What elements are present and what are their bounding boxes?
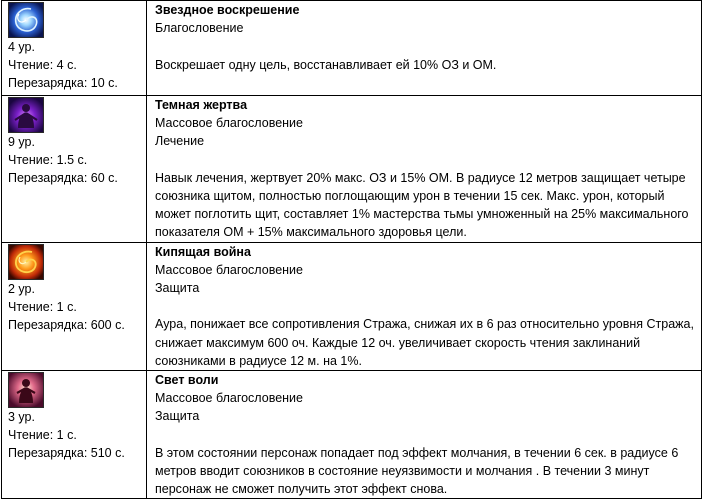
skill-type: Благословение	[155, 21, 244, 36]
skill-category: Защита	[155, 281, 200, 296]
skill-cast-time: Чтение: 1 с.	[8, 428, 77, 443]
skill-info-cell	[147, 242, 702, 370]
skill-cast-time: Чтение: 1 с.	[8, 299, 77, 314]
skill-cooldown: Перезарядка: 60 с.	[8, 171, 118, 186]
skill-level: 2 ур.	[8, 281, 35, 296]
skill-description: Навык лечения, жертвует 20% макс. ОЗ и 15% ОМ. В радиусе 12 метров защищает четыре союзника щитом, полностью поглощающим урон в течении 15 сек. Макс. урон, который может поглотить щит, составляет 1% мастерства тьмы умноженный на 25% максимального показателя ОМ + 15% максимального здоровья цели.	[155, 170, 689, 240]
skill-stats-cell	[2, 96, 147, 243]
skill-info-cell	[147, 1, 702, 96]
skill-description: Аура, понижает все сопротивления Стража, снижая их в 6 раз относительно уровня Стража, снижает максимум 600 оч. Каждые 12 оч. увеличивает скорость чтения заклинаний союзниками в радиусе 12 м. на 1%.	[155, 317, 694, 368]
skill-type: Массовое благословение	[155, 116, 303, 131]
skill-category: Лечение	[155, 134, 205, 149]
skill-level: 3 ур.	[8, 410, 35, 425]
skill-stats-cell	[2, 371, 147, 499]
skill-stats-cell	[2, 1, 147, 96]
skill-name: Свет воли	[155, 373, 219, 388]
skill-cast-time: Чтение: 1.5 с.	[8, 153, 88, 168]
skill-description: В этом состоянии персонаж попадает под эффект молчания, в течении 6 сек. в радиусе 6 метров вводит союзников в состояние неуязвимости и молчания . В течении 3 минут персонаж не сможет получить этот эффект снова.	[155, 445, 679, 497]
skill-info-cell	[147, 371, 702, 499]
skill-type: Массовое благословение	[155, 391, 303, 406]
skill-info-cell	[147, 96, 702, 243]
skill-cooldown: Перезарядка: 10 с.	[8, 76, 118, 91]
skill-name: Темная жертва	[155, 98, 248, 112]
skills-table	[1, 0, 702, 499]
skill-cooldown: Перезарядка: 510 с.	[8, 446, 125, 461]
skill-row	[2, 96, 702, 243]
skill-name: Кипящая война	[155, 244, 251, 259]
skill-type: Массовое благословение	[155, 262, 303, 277]
skill-row	[2, 371, 702, 499]
skill-stats-cell	[2, 242, 147, 370]
galaxy-swirl-icon	[8, 2, 44, 38]
skill-description: Воскрешает одну цель, восстанавливает ей 10% ОЗ и ОМ.	[155, 57, 497, 72]
light-figure-icon	[8, 372, 44, 408]
skill-name: Звездное воскрешение	[155, 3, 300, 17]
dark-figure-icon	[8, 97, 44, 133]
skill-row	[2, 1, 702, 96]
skill-level: 4 ур.	[8, 40, 35, 54]
skill-category: Защита	[155, 409, 200, 424]
fire-swirl-icon	[8, 244, 44, 280]
skill-cooldown: Перезарядка: 600 с.	[8, 318, 125, 333]
skill-row	[2, 242, 702, 370]
skill-level: 9 ур.	[8, 135, 35, 149]
skill-cast-time: Чтение: 4 с.	[8, 58, 77, 73]
